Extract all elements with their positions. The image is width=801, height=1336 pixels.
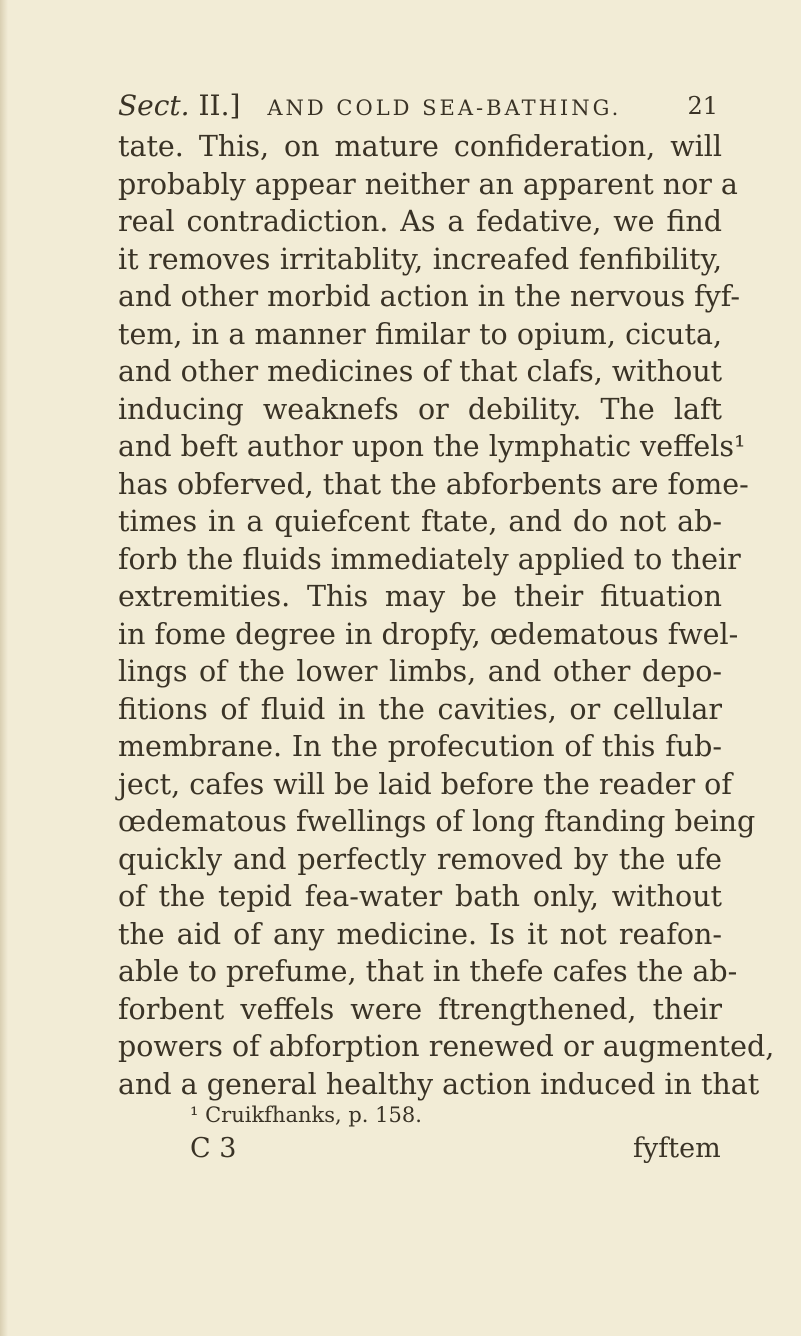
text-line: of the tepid fea-water bath only, without: [118, 880, 722, 913]
text-line: powers of abforption renewed or augmented,: [118, 1030, 775, 1063]
text-line: inducing weaknefs or debility. The laft: [118, 392, 722, 426]
text-line: membrane. In the profecution of this fub-: [118, 730, 722, 763]
text-line: tate. This, on mature confideration, will: [118, 130, 722, 163]
text-line: forb the fluids immediately applied to their: [118, 542, 741, 576]
page-edge: [0, 0, 8, 1336]
text-line: probably appear neither an apparent nor a: [118, 167, 738, 201]
text-line: tem, in a manner fimilar to opium, cicuta,: [118, 317, 722, 351]
text-line: fitions of fluid in the cavities, or cellular: [118, 692, 722, 726]
text-line: œdematous fwellings of long ftanding being: [118, 805, 756, 838]
running-header: [118, 86, 718, 126]
text-line: and other medicines of that clafs, without: [118, 355, 723, 388]
text-line: has obferved, that the abforbents are fome-: [118, 467, 749, 501]
text-line: extremities. This may be their fituation: [118, 580, 722, 613]
signature-mark: C 3: [190, 1133, 237, 1164]
text-line: and beft author upon the lymphatic veffels¹: [118, 430, 746, 463]
text-line: lings of the lower limbs, and other depo-: [118, 655, 722, 688]
catchword: fyftem: [633, 1133, 721, 1164]
text-line: the aid of any medicine. Is it not reafon-: [118, 917, 722, 951]
text-line: real contradiction. As a fedative, we find: [118, 205, 722, 238]
page-number: 21: [687, 92, 718, 120]
running-title: AND COLD SEA-BATHING.: [267, 96, 622, 120]
text-line: and a general healthy action induced in that: [118, 1067, 760, 1101]
text-line: and other morbid action in the nervous fyf-: [118, 280, 740, 313]
body-text: [118, 128, 775, 1103]
text-line: ject, cafes will be laid before the reader of: [118, 767, 732, 801]
text-line: forbent veffels were ftrengthened, their: [118, 992, 722, 1026]
footnote: ¹ Cruikfhanks, p. 158.: [190, 1103, 422, 1127]
section-number: II.]: [198, 89, 241, 122]
section-label: Sect.: [118, 89, 190, 122]
text-line: in fome degree in dropfy, œdematous fwel-: [118, 617, 739, 651]
text-line: quickly and perfectly removed by the ufe: [118, 842, 722, 876]
text-line: it removes irritablity, increafed fenfibility,: [118, 242, 722, 276]
text-line: times in a quiefcent ftate, and do not ab-: [118, 505, 722, 538]
text-line: able to prefume, that in thefe cafes the ab-: [118, 955, 738, 988]
